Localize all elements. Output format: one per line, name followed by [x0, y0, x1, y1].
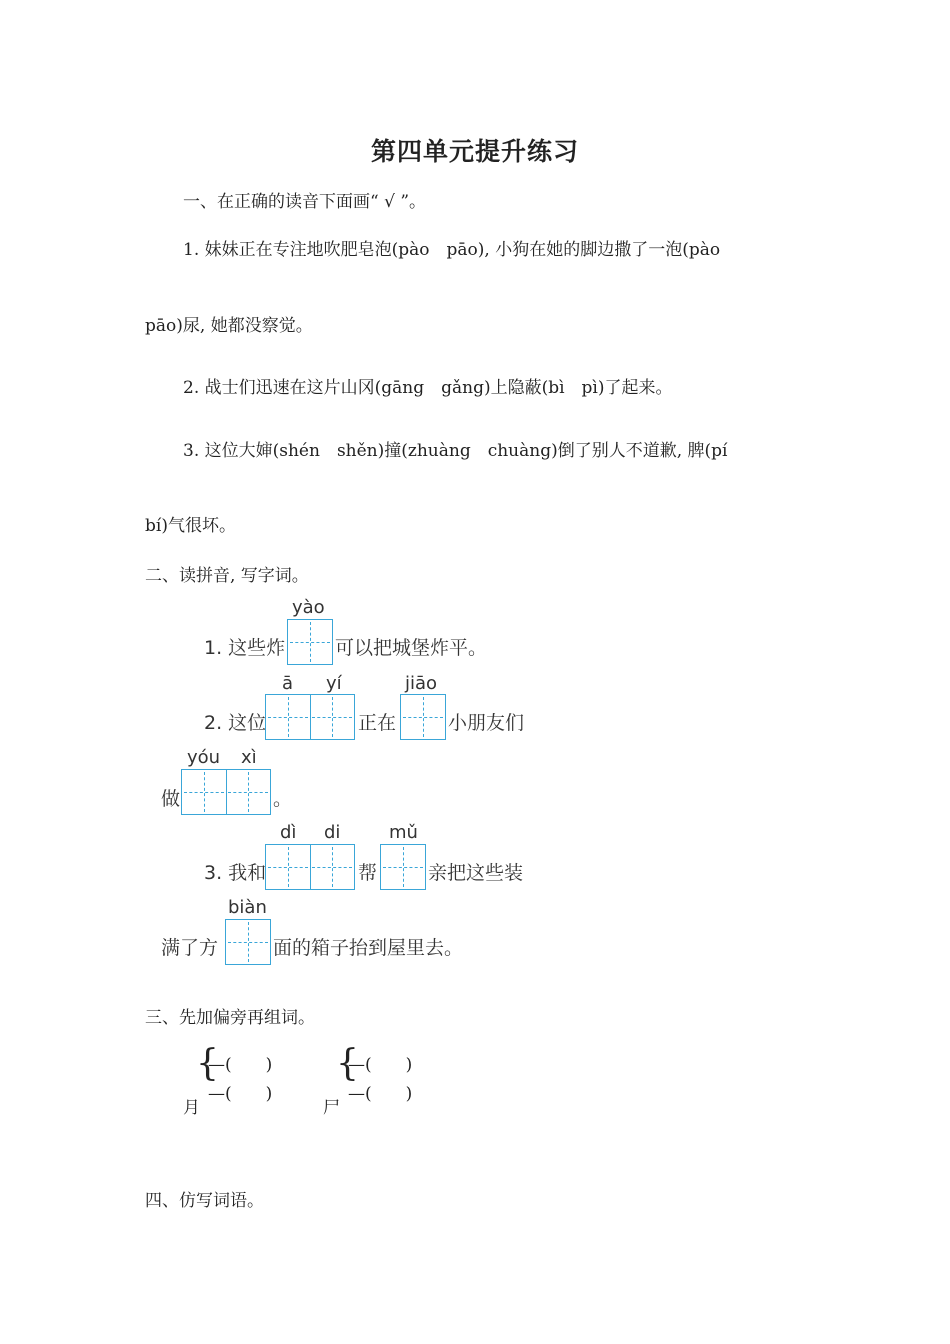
pinyin-di2: di [324, 822, 341, 843]
blank-1a[interactable]: —( ) [208, 1055, 273, 1075]
brace-2: { [336, 1043, 359, 1084]
s2-q3-l2-before: 满了方 [161, 937, 219, 959]
blank-2a[interactable]: —( ) [348, 1055, 413, 1075]
pinyin-mu: mǔ [389, 822, 418, 843]
blank-1b[interactable]: —( ) [208, 1084, 273, 1104]
pinyin-di1: dì [280, 822, 297, 843]
s2-q3-mid: 帮 [358, 862, 378, 884]
s2-q3-before: 3. 我和 [204, 862, 267, 884]
pinyin-you: yóu [187, 747, 221, 768]
page-title: 第四单元提升练习 [370, 137, 579, 166]
answer-box-didi[interactable] [265, 844, 355, 890]
pinyin-xi: xì [241, 747, 257, 768]
s2-q3-after: 亲把这些装 [428, 862, 524, 884]
answer-box-yao[interactable] [287, 619, 333, 665]
answer-box-bian[interactable] [225, 919, 271, 965]
radical-2: 尸 [323, 1098, 340, 1118]
s2-q3-l2-after: 面的箱子抬到屋里去。 [273, 937, 464, 959]
section1-q3-line2: bí)气很坏。 [145, 516, 236, 536]
s2-q2-before: 2. 这位 [204, 712, 267, 734]
pinyin-bian: biàn [228, 897, 267, 918]
s2-q2-l2-before: 做 [161, 788, 181, 810]
s2-q2-after: 小朋友们 [448, 712, 525, 734]
section1-q3-line1: 3. 这位大婶(shén shěn)撞(zhuàng chuàng)倒了别人不道歉, 脾(pí [183, 441, 728, 461]
answer-box-youxi[interactable] [181, 769, 271, 815]
answer-box-mu[interactable] [380, 844, 426, 890]
pinyin-yao: yào [292, 597, 325, 618]
section1-q2: 2. 战士们迅速在这片山冈(gāng gǎng)上隐蔽(bì pì)了起来。 [183, 378, 673, 398]
radical-1: 月 [183, 1098, 200, 1118]
s2-q1-after: 可以把城堡炸平。 [335, 637, 488, 659]
pinyin-a: ā [282, 673, 294, 694]
brace-1: { [196, 1043, 219, 1084]
answer-box-ayi[interactable] [265, 694, 355, 740]
section2-heading: 二、读拼音, 写字词。 [145, 566, 309, 586]
section4-heading: 四、仿写词语。 [145, 1191, 264, 1211]
blank-2b[interactable]: —( ) [348, 1084, 413, 1104]
section3-heading: 三、先加偏旁再组词。 [145, 1008, 315, 1028]
section1-heading: 一、在正确的读音下面画“ √ ”。 [183, 192, 427, 212]
pinyin-jiao: jiāo [405, 673, 438, 694]
section1-q1-line1: 1. 妹妹正在专注地吹肥皂泡(pào pāo), 小狗在她的脚边撒了一泡(pào [183, 240, 721, 260]
s2-q1-before: 1. 这些炸 [204, 637, 286, 659]
section1-q1-line2: pāo)尿, 她都没察觉。 [145, 316, 313, 336]
s2-q2-l2-after: 。 [273, 788, 293, 810]
answer-box-jiao[interactable] [400, 694, 446, 740]
pinyin-yi: yí [326, 673, 342, 694]
s2-q2-mid: 正在 [358, 712, 397, 734]
